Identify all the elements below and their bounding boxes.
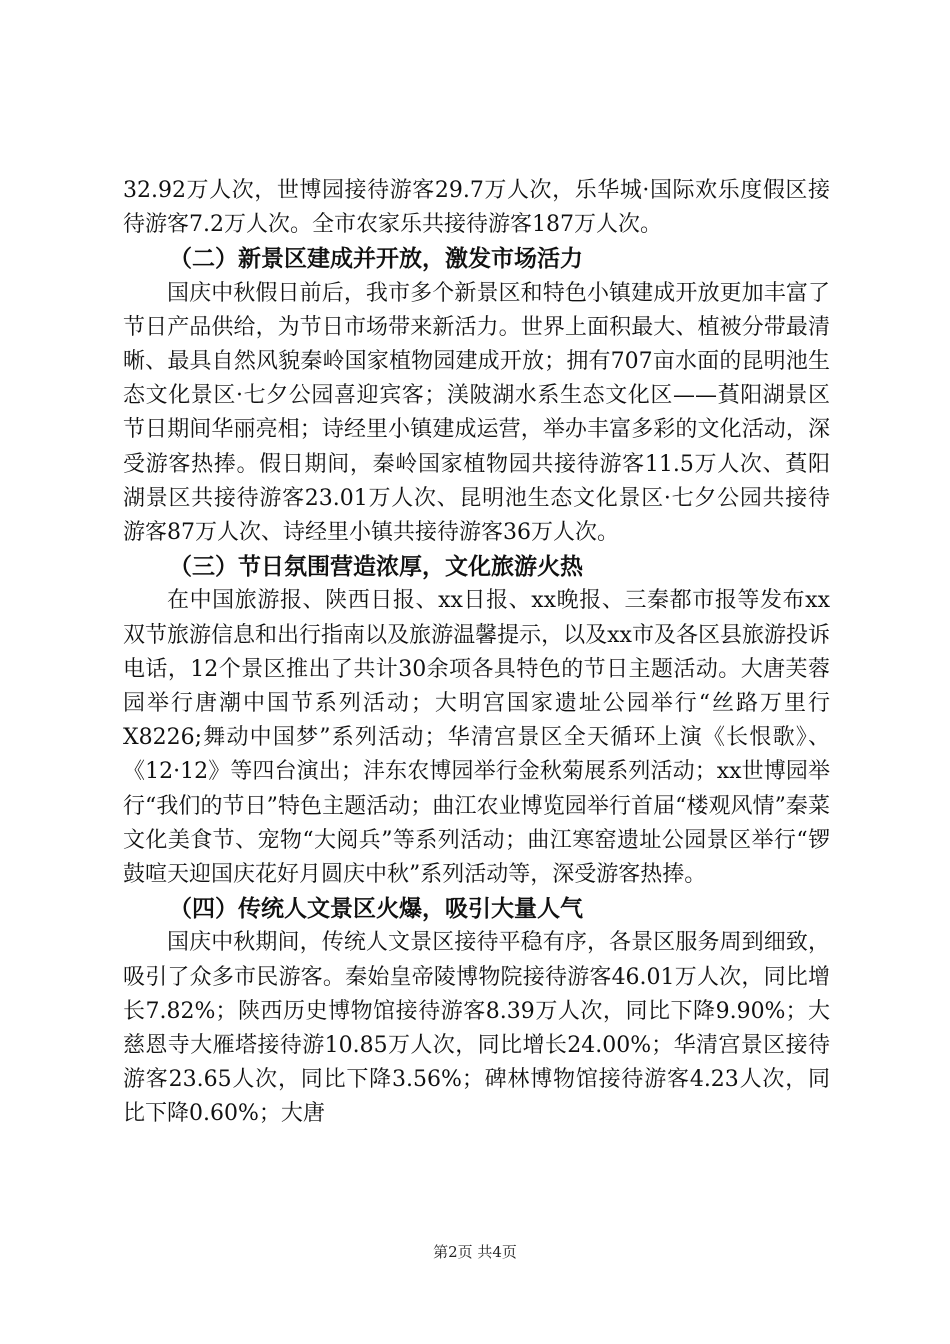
paragraph-traditional-sites: 国庆中秋期间，传统人文景区接待平稳有序，各景区服务周到细致，吸引了众多市民游客。秦始皇帝陵博物院接待游客46.01万人次，同比增长7.82%；陕西历史博物馆接待游客8.39万人次，同比下降9.90%；大慈恩寺大雁塔接待游10.85万人次，同比增长24.00%；华清宫景区接待游客23.65人次，同比下降3.56%；碑林博物馆接待游客4.23人次，同比下降0.60%；大唐 — [123, 930, 830, 1127]
paragraph-continuation: 32.92万人次，世博园接待游客29.7万人次，乐华城·国际欢乐度假区接待游客7.2万人次。全市农家乐共接待游客187万人次。 — [123, 178, 830, 238]
section-heading-3: （三）节日氛围营造浓厚，文化旅游火热 — [169, 554, 583, 581]
section-heading-2: （二）新景区建成并开放，激发市场活力 — [169, 246, 583, 273]
paragraph-new-scenic-areas: 国庆中秋假日前后，我市多个新景区和特色小镇建成开放更加丰富了节日产品供给，为节日市场带来新活力。世界上面积最大、植被分带最清晰、最具自然风貌秦岭国家植物园建成开放；拥有707亩水面的昆明池生态文化景区·七夕公园喜迎宾客；渼陂湖水系生态文化区——萯阳湖景区节日期间华丽亮相；诗经里小镇建成运营，举办丰富多彩的文化活动，深受游客热捧。假日期间，秦岭国家植物园共接待游客11.5万人次、萯阳湖景区共接待游客23.01万人次、昆明池生态文化景区·七夕公园共接待游客87万人次、诗经里小镇共接待游客36万人次。 — [123, 280, 830, 546]
paragraph-festival-atmosphere: 在中国旅游报、陕西日报、xx日报、xx晚报、三秦都市报等发布xx双节旅游信息和出行指南以及旅游温馨提示，以及xx市及各区县旅游投诉电话，12个景区推出了共计30余项各具特色的节日主题活动。大唐芙蓉园举行唐潮中国节系列活动；大明宫国家遗址公园举行“丝路万里行X8226;舞动中国梦”系列活动；华清宫景区全天循环上演《长恨歌》、《12·12》等四台演出；沣东农博园举行金秋菊展系列活动；xx世博园举行“我们的节日”特色主题活动；曲江农业博览园举行首届“楼观风情”秦菜文化美食节、宠物“大阅兵”等系列活动；曲江寒窑遗址公园景区举行“锣鼓喧天迎国庆花好月圆庆中秋”系列活动等，深受游客热捧。 — [123, 588, 830, 888]
section-heading-4: （四）传统人文景区火爆，吸引大量人气 — [169, 896, 583, 923]
page-footer: 第2页 共4页 — [433, 1243, 517, 1261]
document-body — [123, 174, 830, 1132]
